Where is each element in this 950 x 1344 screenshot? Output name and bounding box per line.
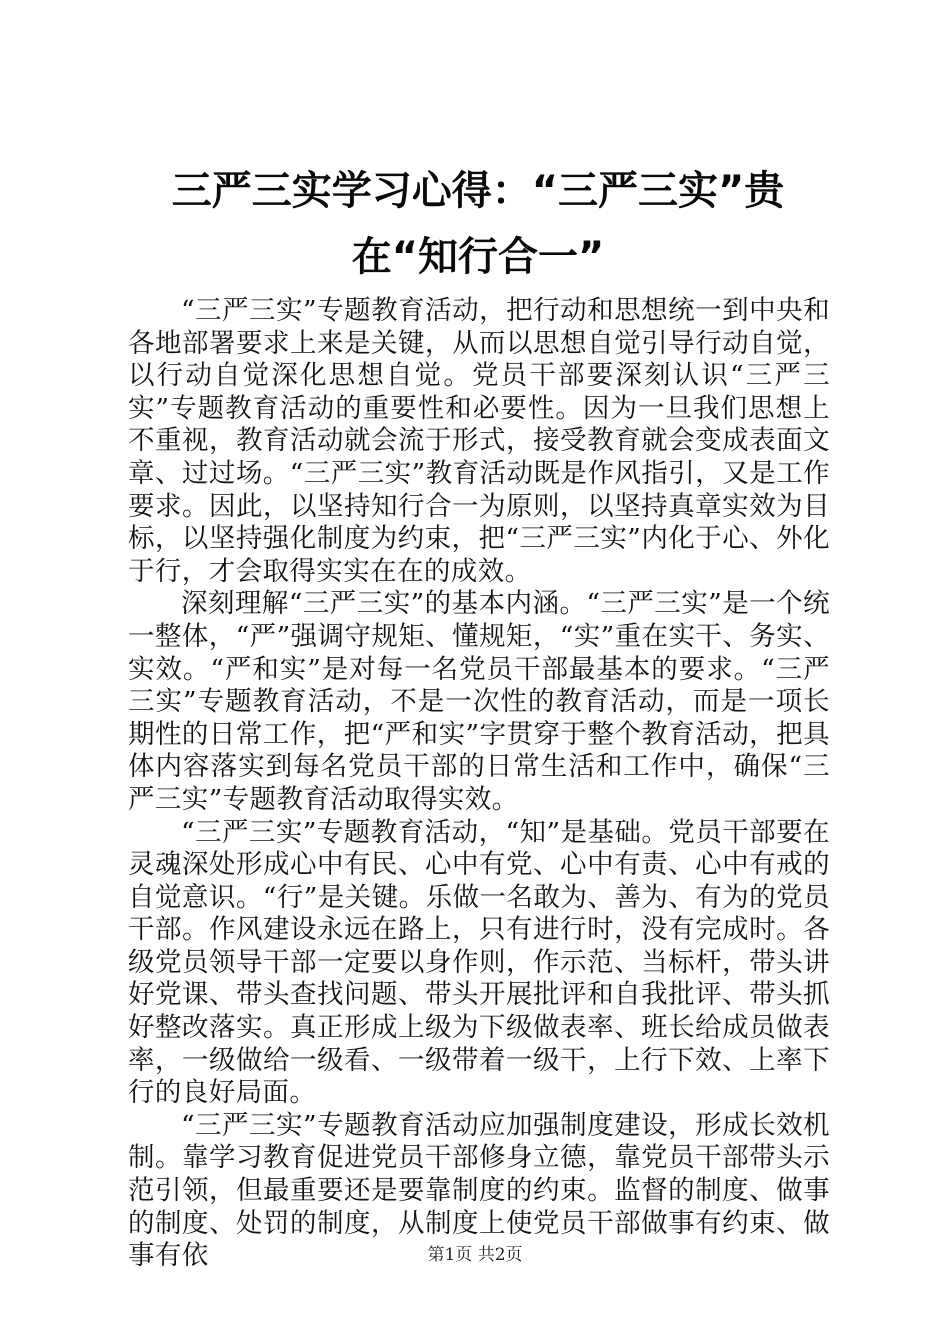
paragraph-3: “三严三实”专题教育活动，“知”是基础。党员干部要在灵魂深处形成心中有民、心中有党、心中有责、心中有戒的自觉意识。“行”是关键。乐做一名敢为、善为、有为的党员干部。作风建设永远在路上，只有进行时，没有完成时。各级党员领导干部一定要以身作则，作示范、当标杆，带头讲好党课、带头查找问题、带头开展批评和自我批评、带头抓好整改落实。真正形成上级为下级做表率、班长给成员做表率，一级做给一级看、一级带着一级干，上行下效、上率下行的良好局面。 <box>128 816 830 1109</box>
paragraph-4: “三严三实”专题教育活动应加强制度建设，形成长效机制。靠学习教育促进党员干部修身立德，靠党员干部带头示范引领，但最重要还是要靠制度的约束。监督的制度、做事的制度、处罚的制度，从制度上使党员干部做事有约束、做事有依 <box>128 1109 830 1272</box>
document-title: 三严三实学习心得：“三严三实”贵在“知行合一” <box>171 168 785 280</box>
page-number-footer: 第1页 共2页 <box>427 1245 523 1265</box>
paragraph-2: 深刻理解“三严三实”的基本内涵。“三严三实”是一个统一整体，“严”强调守规矩、懂规矩，“实”重在实干、务实、实效。“严和实”是对每一名党员干部最基本的要求。“三严三实”专题教育活动，不是一次性的教育活动，而是一项长期性的日常工作，把“严和实”字贯穿于整个教育活动，把具体内容落实到每名党员干部的日常生活和工作中，确保“三严三实”专题教育活动取得实效。 <box>128 588 830 815</box>
document-body <box>128 295 830 1273</box>
paragraph-1: “三严三实”专题教育活动，把行动和思想统一到中央和各地部署要求上来是关键，从而以思想自觉引导行动自觉，以行动自觉深化思想自觉。党员干部要深刻认识“三严三实”专题教育活动的重要性和必要性。因为一旦我们思想上不重视，教育活动就会流于形式，接受教育就会变成表面文章、过过场。“三严三实”教育活动既是作风指引，又是工作要求。因此，以坚持知行合一为原则，以坚持真章实效为目标，以坚持强化制度为约束，把“三严三实”内化于心、外化于行，才会取得实实在在的成效。 <box>128 295 830 587</box>
